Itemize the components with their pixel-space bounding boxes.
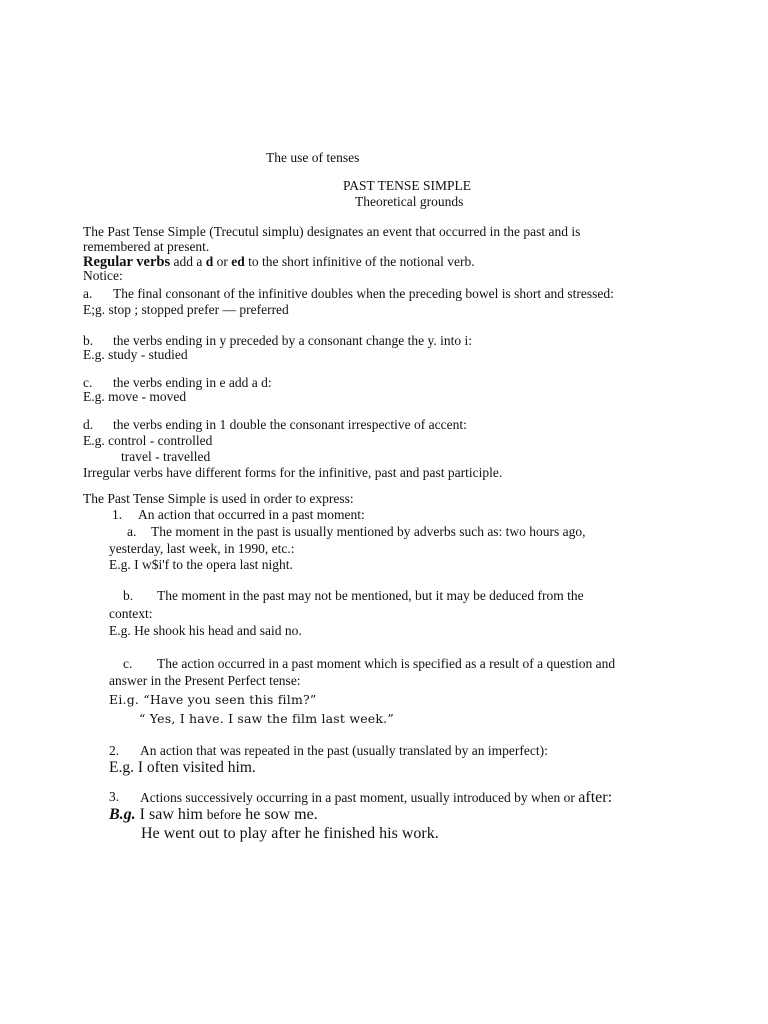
- regular-verbs-term: Regular verbs: [83, 254, 171, 270]
- section-heading: PAST TENSE SIMPLE: [343, 178, 472, 193]
- use-1c-text-1: The action occurred in a past moment which is specified as a result of a question and: [157, 656, 616, 671]
- rule-c-text: the verbs ending in e add a d:: [113, 375, 272, 390]
- irregular-verbs-note: Irregular verbs have different forms for the infinitive, past and past participle.: [83, 465, 503, 480]
- use-3-example-1b: before: [206, 807, 242, 822]
- rule-b-label: b.: [83, 333, 94, 348]
- use-1b-label: b.: [123, 588, 134, 603]
- use-1c-label: c.: [123, 656, 133, 671]
- notice-label: Notice:: [83, 268, 123, 283]
- use-2-text: An action that was repeated in the past (usually translated by an imperfect):: [140, 743, 548, 758]
- intro-line-2: remembered at present.: [83, 239, 210, 254]
- regular-verbs-line: [83, 254, 475, 270]
- use-1a-label: a.: [127, 524, 137, 539]
- use-1-text: An action that occurred in a past moment:: [138, 507, 365, 522]
- suffix-ed: ed: [231, 254, 245, 269]
- rule-c-label: c.: [83, 375, 93, 390]
- rule-a-label: a.: [83, 286, 93, 301]
- rule-c-example: E.g. move - moved: [83, 389, 187, 404]
- rule-d-example-2: travel - travelled: [121, 449, 211, 464]
- rule-a-example: E;g. stop ; stopped prefer — preferred: [83, 302, 289, 317]
- rule-b-example: E.g. study - studied: [83, 347, 188, 362]
- rule-b-text: the verbs ending in y preceded by a consonant change the y. into i:: [113, 333, 473, 348]
- use-1b-example: E.g. He shook his head and said no.: [109, 623, 302, 638]
- rule-d-label: d.: [83, 417, 94, 432]
- use-1b-text-2: context:: [109, 606, 153, 621]
- use-1a-example: E.g. I w$i'f to the opera last night.: [109, 557, 293, 572]
- intro-line-1: The Past Tense Simple (Trecutul simplu) designates an event that occurred in the past and is: [83, 224, 581, 239]
- use-3-label: 3.: [109, 789, 120, 804]
- use-3-example-1: [109, 806, 318, 824]
- use-3-example-1a: I saw him: [135, 806, 207, 823]
- use-1a-text-1: The moment in the past is usually mentioned by adverbs such as: two hours ago,: [151, 524, 586, 539]
- suffix-d: d: [205, 254, 214, 269]
- document-title: The use of tenses: [266, 150, 360, 165]
- use-3-text-main: Actions successively occurring in a past moment, usually introduced by when or: [140, 790, 575, 805]
- use-1c-example-2: “ Yes, I have. I saw the film last week.”: [139, 711, 394, 726]
- use-1a-text-2: yesterday, last week, in 1990, etc.:: [109, 541, 295, 556]
- rule-d-example-1: E.g. control - controlled: [83, 433, 213, 448]
- use-1-label: 1.: [112, 507, 123, 522]
- regular-verbs-text-1: add a: [170, 254, 206, 269]
- regular-verbs-text-3: to the short infinitive of the notional verb.: [244, 254, 475, 269]
- use-3-eg-label: B.g.: [109, 806, 136, 823]
- use-1c-example-1: Ei.g. “Have you seen this film?”: [109, 692, 317, 707]
- use-3-text: [140, 789, 612, 807]
- uses-intro: The Past Tense Simple is used in order to express:: [83, 491, 354, 506]
- use-1b-text-1: The moment in the past may not be mentioned, but it may be deduced from the: [157, 588, 584, 603]
- use-3-example-2: He went out to play after he finished his work.: [141, 825, 439, 842]
- use-1c-text-2: answer in the Present Perfect tense:: [109, 673, 301, 688]
- rule-d-text: the verbs ending in 1 double the consonant irrespective of accent:: [113, 417, 467, 432]
- section-subheading: Theoretical grounds: [355, 194, 464, 209]
- rule-a-text: The final consonant of the infinitive doubles when the preceding bowel is short and stressed:: [113, 286, 614, 301]
- use-2-label: 2.: [109, 743, 120, 758]
- use-2-example: E.g. I often visited him.: [109, 759, 256, 776]
- use-3-example-1c: he sow me.: [241, 806, 318, 823]
- regular-verbs-text-2: or: [213, 254, 232, 269]
- use-3-after: after:: [578, 789, 613, 806]
